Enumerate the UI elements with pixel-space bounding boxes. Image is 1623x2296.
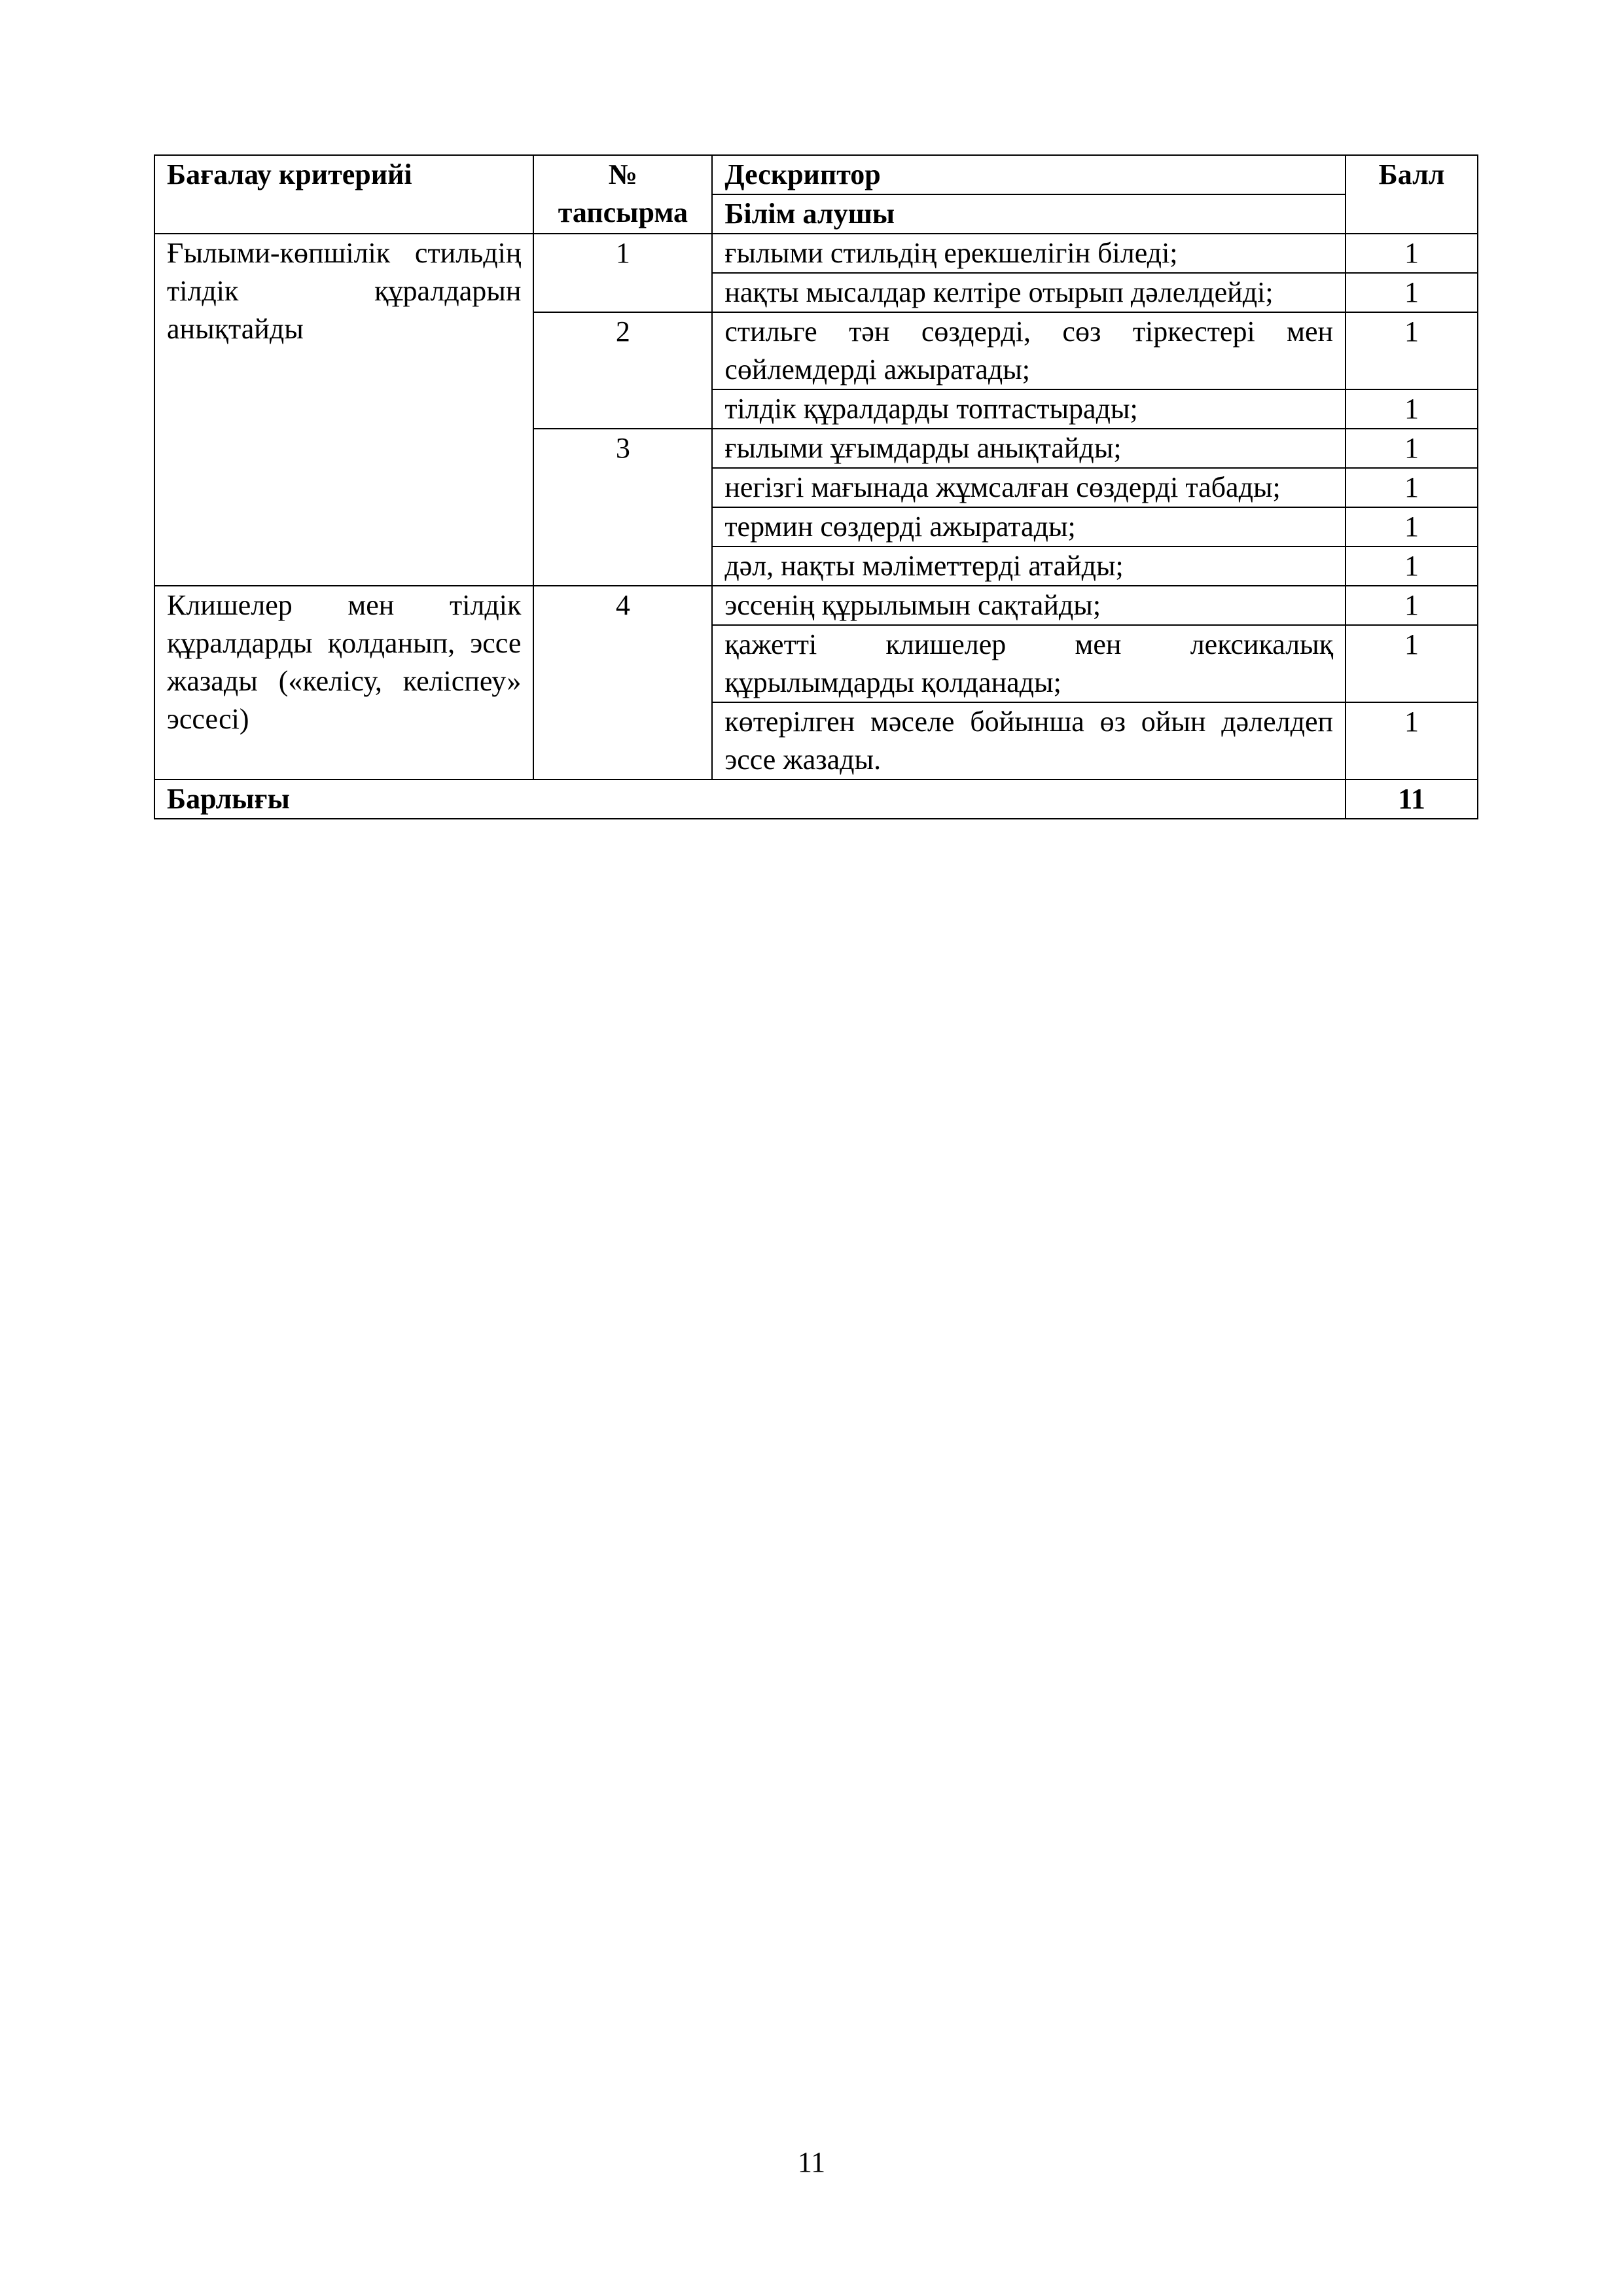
score-cell: 1: [1346, 389, 1478, 429]
descriptor-cell: көтерілген мәселе бойынша өз ойын дәлелдеп эссе жазады.: [712, 702, 1346, 780]
descriptor-cell: термин сөздерді ажыратады;: [712, 507, 1346, 547]
descriptor-header: Дескриптор: [712, 155, 1346, 194]
score-cell: 1: [1346, 586, 1478, 625]
table-row: [154, 586, 1478, 625]
task-number-header: [533, 155, 712, 234]
table-row: [154, 234, 1478, 273]
descriptor-cell: ғылыми ұғымдарды анықтайды;: [712, 429, 1346, 468]
page-number: 11: [797, 2146, 826, 2178]
criterion-cell: Ғылыми-көпшілік стильдің тілдік құралдарын анықтайды: [154, 234, 533, 586]
total-label: Барлығы: [154, 780, 1346, 819]
criterion-cell: Клишелер мен тілдік құралдарды қолданып, эссе жазады («келісу, келіспеу» эссесі): [154, 586, 533, 780]
task-number-cell: 3: [533, 429, 712, 586]
descriptor-cell: эссенің құрылымын сақтайды;: [712, 586, 1346, 625]
descriptor-cell: негізгі мағынада жұмсалған сөздерді табады;: [712, 468, 1346, 507]
score-cell: 1: [1346, 507, 1478, 547]
task-number-cell: 1: [533, 234, 712, 312]
assessment-rubric-table: [154, 154, 1478, 819]
score-cell: 1: [1346, 625, 1478, 702]
descriptor-cell: дәл, нақты мәліметтерді атайды;: [712, 547, 1346, 586]
descriptor-cell: нақты мысалдар келтіре отырып дәлелдейді;: [712, 273, 1346, 312]
descriptor-cell: тілдік құралдарды топтастырады;: [712, 389, 1346, 429]
header-row: [154, 155, 1478, 194]
criteria-header: Бағалау критерийі: [154, 155, 533, 234]
descriptor-cell: қажетті клишелер мен лексикалық құрылымдарды қолданады;: [712, 625, 1346, 702]
score-cell: 1: [1346, 468, 1478, 507]
score-cell: 1: [1346, 312, 1478, 389]
score-cell: 1: [1346, 429, 1478, 468]
score-cell: 1: [1346, 234, 1478, 273]
task-number-cell: 4: [533, 586, 712, 780]
descriptor-cell: ғылыми стильдің ерекшелігін біледі;: [712, 234, 1346, 273]
total-row: [154, 780, 1478, 819]
score-cell: 1: [1346, 273, 1478, 312]
task-number-word: тапсырма: [558, 196, 688, 228]
learner-header: Білім алушы: [712, 194, 1346, 234]
score-cell: 1: [1346, 547, 1478, 586]
task-number-sign: №: [608, 158, 637, 190]
descriptor-cell: стильге тән сөздерді, сөз тіркестері мен сөйлемдерді ажыратады;: [712, 312, 1346, 389]
task-number-cell: 2: [533, 312, 712, 429]
score-header: Балл: [1346, 155, 1478, 234]
total-value: 11: [1346, 780, 1478, 819]
score-cell: 1: [1346, 702, 1478, 780]
